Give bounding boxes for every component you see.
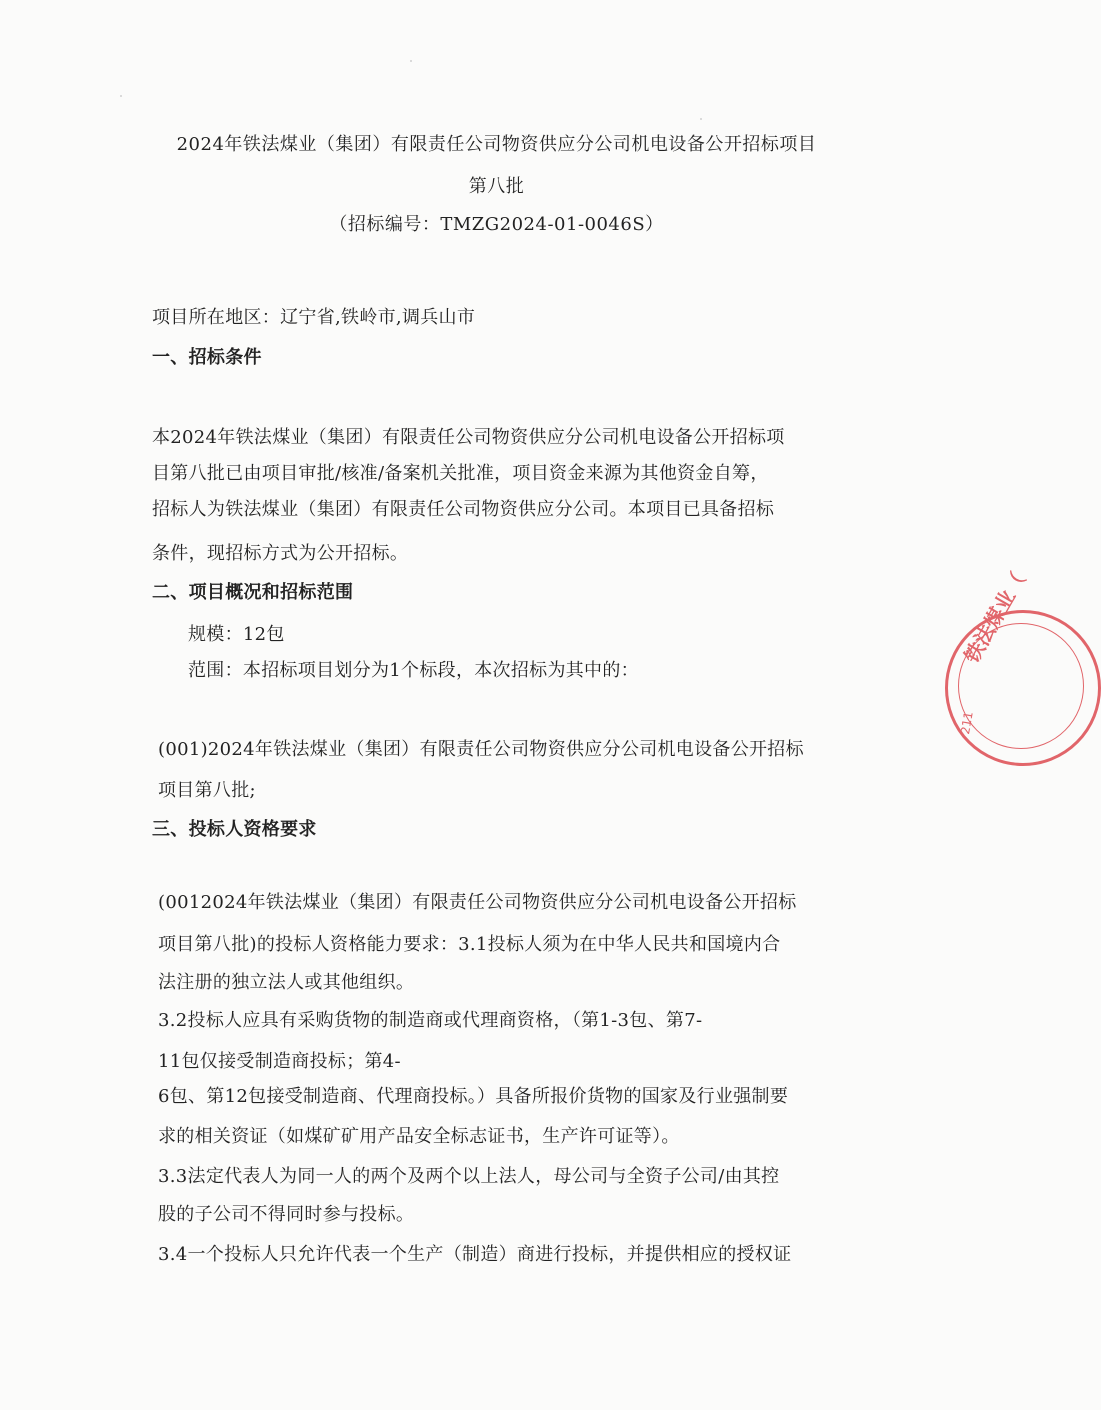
project-region: 项目所在地区：辽宁省,铁岭市,调兵山市 — [152, 307, 476, 328]
scan-speck — [410, 60, 412, 62]
document-title-line-1: 2024年铁法煤业（集团）有限责任公司物资供应分公司机电设备公开招标项目 — [176, 134, 817, 155]
section-3-line-7: 求的相关资证（如煤矿矿用产品安全标志证书，生产许可证等）。 — [158, 1126, 680, 1147]
section-2-range: 范围：本招标项目划分为1个标段，本次招标为其中的： — [188, 660, 639, 681]
section-2-heading: 二、项目概况和招标范围 — [152, 582, 354, 603]
section-2-line-2: 项目第八批; — [158, 780, 256, 801]
scan-speck — [700, 118, 702, 120]
section-1-heading: 一、招标条件 — [152, 347, 262, 368]
section-3-line-10: 3.4一个投标人只允许代表一个生产（制造）商进行投标，并提供相应的授权证 — [158, 1244, 792, 1265]
section-3-line-3: 法注册的独立法人或其他组织。 — [158, 972, 415, 993]
section-1-line-4: 条件，现招标方式为公开招标。 — [152, 543, 409, 564]
section-1-line-2: 目第八批已由项目审批/核准/备案机关批准，项目资金来源为其他资金自筹， — [152, 463, 769, 484]
section-3-line-5: 11包仅接受制造商投标；第4- — [158, 1051, 401, 1072]
section-3-heading: 三、投标人资格要求 — [152, 819, 317, 840]
section-2-scale: 规模：12包 — [188, 624, 285, 645]
company-seal-stamp — [945, 568, 1101, 766]
section-2-line-1: (001)2024年铁法煤业（集团）有限责任公司物资供应分公司机电设备公开招标 — [158, 739, 804, 760]
section-3-line-8: 3.3法定代表人为同一人的两个及两个以上法人，母公司与全资子公司/由其控 — [158, 1166, 780, 1187]
section-3-line-4: 3.2投标人应具有采购货物的制造商或代理商资格，（第1-3包、第7- — [158, 1010, 703, 1031]
section-3-line-2: 项目第八批)的投标人资格能力要求：3.1投标人须为在中华人民共和国境内合 — [158, 934, 781, 955]
tender-number: （招标编号：TMZG2024-01-0046S） — [329, 214, 664, 235]
scan-speck — [120, 95, 122, 97]
section-1-line-1: 本2024年铁法煤业（集团）有限责任公司物资供应分公司机电设备公开招标项 — [152, 427, 785, 448]
section-3-line-6: 6包、第12包接受制造商、代理商投标。）具备所报价货物的国家及行业强制要 — [158, 1086, 789, 1107]
section-3-line-1: (0012024年铁法煤业（集团）有限责任公司物资供应分公司机电设备公开招标 — [158, 892, 797, 913]
section-1-line-3: 招标人为铁法煤业（集团）有限责任公司物资供应分公司。本项目已具备招标 — [152, 499, 775, 520]
seal-digits: 211 — [958, 710, 976, 736]
section-3-line-9: 股的子公司不得同时参与投标。 — [158, 1204, 415, 1225]
seal-text: 铁法煤业（ — [959, 568, 1031, 667]
document-title-line-2: 第八批 — [468, 176, 525, 197]
